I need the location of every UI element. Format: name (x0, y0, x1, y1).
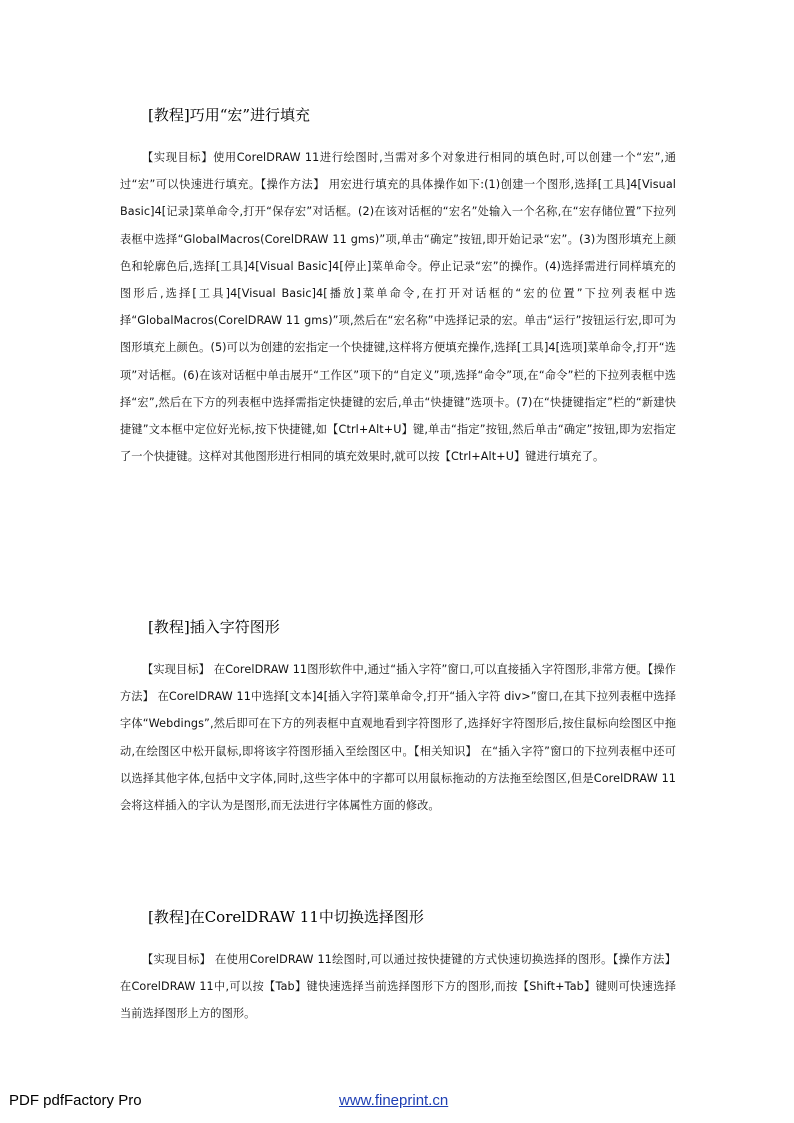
footer-fineprint-link[interactable]: www.fineprint.cn (339, 1092, 449, 1109)
section-body: 【实现目标】 在CorelDRAW 11图形软件中,通过“插入字符”窗口,可以直接插入字符图形,非常方便。【操作方法】 在CorelDRAW 11中选择[文本]4[插入字符]菜单命令,打开“插入字符 div>”窗口,在其下拉列表框中选择字体“Webdings”,然后即可在下方的列表框中直观地看到字符图形了,选择好字符图形后,按住鼠标向绘图区中拖动,在绘图区中松开鼠标,即将该字符图形插入至绘图区中。【相关知识】 在“插入字符”窗口的下拉列表框中还可以选择其他字体,包括中文字体,同时,这些字体中的字都可以用鼠标拖动的方法拖至绘图区,但是CorelDRAW 11会将这样插入的字认为是图形,而无法进行字体属性方面的修改。 (120, 663, 676, 813)
article-section-macro-fill (120, 104, 676, 470)
footer-pdffactory-label: PDF pdfFactory Pro (9, 1092, 142, 1109)
section-title: [教程]在CorelDRAW 11中切换选择图形 (148, 908, 424, 926)
article-section-insert-character (120, 616, 676, 819)
section-body: 【实现目标】使用CorelDRAW 11进行绘图时,当需对多个对象进行相同的填色时,可以创建一个“宏”,通过“宏”可以快速进行填充。【操作方法】 用宏进行填充的具体操作如下:(1)创建一个图形,选择[工具]4[Visual Basic]4[记录]菜单命令,打开“保存宏”对话框。(2)在该对话框的“宏名”处输入一个名称,在“宏存储位置”下拉列表框中选择“GlobalMacros(CorelDRAW 11 gms)”项,单击“确定”按钮,即开始记录“宏”。(3)为图形填充上颜色和轮廓色后,选择[工具]4[Visual Basic]4[停止]菜单命令。停止记录“宏”的操作。(4)选择需进行同样填充的图形后,选择[工具]4[Visual Basic]4[播放]菜单命令,在打开对话框的“宏的位置”下拉列表框中选择“GlobalMacros(CorelDRAW 11 gms)”项,然后在“宏名称”中选择记录的宏。单击“运行”按钮运行宏,即可为图形填充上颜色。(5)可以为创建的宏指定一个快捷键,这样将方便填充操作,选择[工具]4[选项]菜单命令,打开“选项”对话框。(6)在该对话框中单击展开“工作区”项下的“自定义”项,选择“命令”项,在“命令”栏的下拉列表框中选择“宏”,然后在下方的列表框中选择需指定快捷键的宏后,单击“快捷键”选项卡。(7)在“快捷键指定”栏的“新建快捷键”文本框中定位好光标,按下快捷键,如【Ctrl+Alt+U】键,单击“指定”按钮,然后单击“确定”按钮,即为宏指定了一个快捷键。这样对其他图形进行相同的填充效果时,就可以按【Ctrl+Alt+U】键进行填充了。 (120, 151, 676, 464)
article-section-switch-selection (120, 906, 676, 1028)
section-title: [教程]巧用“宏”进行填充 (148, 106, 311, 124)
section-body: 【实现目标】 在使用CorelDRAW 11绘图时,可以通过按快捷键的方式快速切换选择的图形。【操作方法】 在CorelDRAW 11中,可以按【Tab】键快速选择当前选择图形下方的图形,而按【Shift+Tab】键则可快速选择当前选择图形上方的图形。 (120, 953, 676, 1021)
section-title: [教程]插入字符图形 (148, 618, 280, 636)
